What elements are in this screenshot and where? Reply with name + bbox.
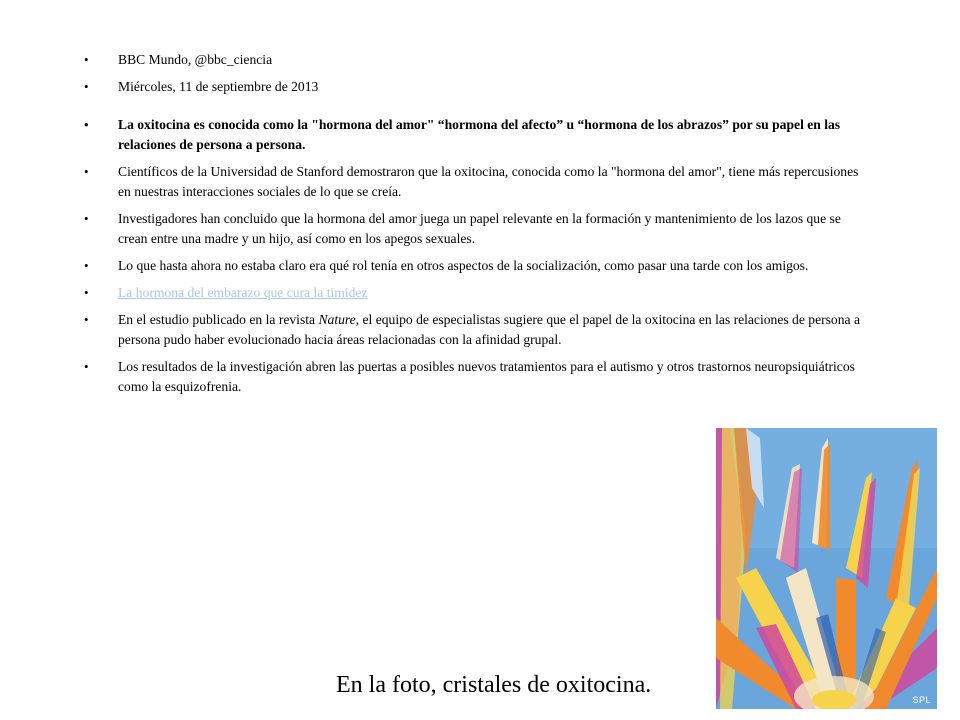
body-paragraph-researchers: • Investigadores han concluido que la hormona del amor juega un papel relevante en la formación y mantenimiento de los lazos que se crean entre una madre y un hijo, así como en los apegos sexuales. [84,209,872,249]
related-link-item [84,283,872,303]
lead-paragraph: • La oxitocina es conocida como la "hormona del amor" “hormona del afecto” u “hormona de los abrazos” por su papel en las relaciones de persona a persona. [84,115,872,155]
article-bullet-list [84,50,872,404]
photo-credit-watermark: SPL [912,695,931,705]
journal-name: Nature [318,312,356,327]
date-line: • Miércoles, 11 de septiembre de 2013 [84,77,872,97]
related-article-link[interactable]: La hormona del embarazo que cura la timidez [118,285,368,300]
crystal-illustration [716,428,937,709]
body-paragraph-socialization: • Lo que hasta ahora no estaba claro era qué rol tenía en otros aspectos de la socialización, como pasar una tarde con los amigos. [84,256,872,276]
body-paragraph-results: • Los resultados de la investigación abren las puertas a posibles nuevos tratamientos para el autismo y otros trastornos neuropsiquiátricos como la esquizofrenia. [84,357,872,397]
source-line: • BBC Mundo, @bbc_ciencia [84,50,872,70]
oxytocin-crystal-photo [716,428,937,709]
body-paragraph-stanford: • Científicos de la Universidad de Stanford demostraron que la oxitocina, conocida como la "hormona del amor", tiene más repercusiones en nuestras interacciones sociales de lo que se creía. [84,162,872,202]
nature-text-after: , el equipo de especialistas sugiere que el papel de la oxitocina en las relaciones de persona a persona pudo haber evolucionado hacia áreas relacionadas con la afinidad grupal. [118,312,860,347]
nature-text-before: En el estudio publicado en la revista [118,312,319,327]
photo-caption: En la foto, cristales de oxitocina. [336,672,652,698]
body-paragraph-nature-study [84,310,872,350]
